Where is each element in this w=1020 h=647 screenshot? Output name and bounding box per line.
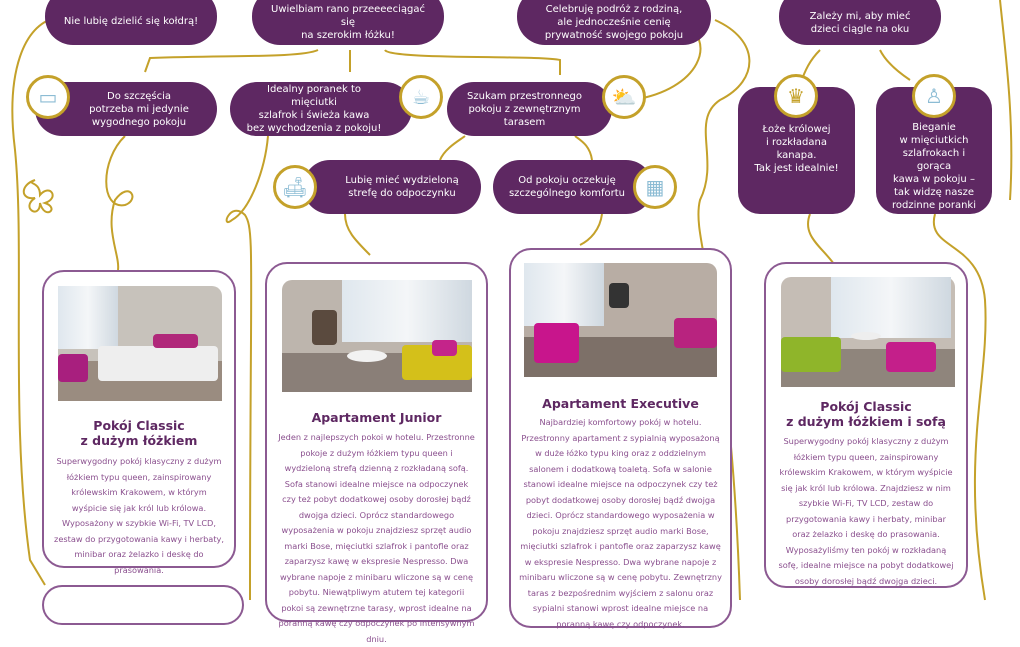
bedside-lamp-icon: ▭ [26, 75, 70, 119]
quiz-bubble: Idealny poranek to mięciutki szlafrok i świeża kawa bez wychodzenia z pokoju! [230, 82, 412, 136]
room-card-partial[interactable] [42, 585, 244, 625]
quiz-bubble: Nie lubię dzielić się kołdrą! [45, 0, 217, 45]
room-description: Jeden z najlepszych pokoi w hotelu. Przestronne pokoje z dużym łóżkiem typu queen i wydzieloną strefą dzienną z rozkładaną sofą. Sofa stanowi idealne miejsce na odpoczynek czy też pobyt dodatkowej osoby dorosłej bądź dwojga dzieci. Oprócz standardowego wyposażenia w pokoju znajdziesz sprzęt audio marki Bose, mięciutki szlafrok i pantofle oraz zaparzysz kawę w ekspresie Nespresso. Dwa wybrane napoje z minibaru wliczone są w cenę pobytu. Niewątpliwym atutem tej kategorii pokoi są zewnętrzne tarasy, wprost idealne na poranną kawę czy odpoczynek po intensywnym dniu. [278, 432, 475, 644]
bathrobe-icon: ♙ [912, 74, 956, 118]
crown-icon: ♛ [774, 74, 818, 118]
room-photo [58, 286, 222, 401]
room-title: Pokój Classic z dużym łóżkiem [80, 418, 198, 448]
quiz-bubble: Szukam przestronnego pokoju z zewnętrznym tarasem [447, 82, 612, 136]
sun-cloud-icon: ⛅ [602, 75, 646, 119]
room-description: Superwygodny pokój klasyczny z dużym łóżkiem typu queen, zainspirowany królewskim Krakowem, w którym wyśpicie się jak król lub królowa. Znajdziesz w nim szybkie Wi-Fi, TV LCD, zestaw do przygotowania kawy i herbaty, minibar oraz żelazko i deskę do prasowania. Wyposażyliśmy ten pokój w rozkładaną sofę, idealne miejsce na pobyt dodatkowej osoby dorosłej bądź dwojga dzieci. [778, 436, 954, 586]
quiz-bubble: Do szczęścia potrzeba mi jedynie wygodnego pokoju [35, 82, 217, 136]
coffee-cup-icon: ☕ [399, 75, 443, 119]
room-photo [524, 263, 717, 377]
quiz-bubble: Uwielbiam rano przeeeeciągać się na szerokim łóżku! [252, 0, 444, 45]
room-card-classic-sofa[interactable] [764, 262, 968, 588]
quiz-bubble: Łoże królowej i rozkładana kanapa. Tak jest idealnie! [738, 87, 855, 214]
room-photo [282, 280, 472, 392]
quiz-bubble: Zależy mi, aby mieć dzieci ciągle na oku [779, 0, 941, 45]
room-photo [781, 277, 955, 387]
quiz-bubble: Lubię mieć wydzieloną strefę do odpoczynku [303, 160, 481, 214]
room-description: Najbardziej komfortowy pokój w hotelu. Przestronny apartament z sypialnią wyposażoną w duże łóżko typu king oraz z oddzielnym salonem i dodatkową toaletą. Sofa w salonie stanowi idealne miejsce na odpoczynek czy też pobyt dodatkowej osoby dorosłej bądź dwojga dzieci. Oprócz standardowego wyposażenia w pokoju znajdziesz sprzęt audio marki Bose, mięciutki szlafrok i pantofle oraz zaparzysz kawę w ekspresie Nespresso. Dwa wybrane napoje z minibaru wliczone są w cenę pobytu. Zewnętrzny taras z bezpośrednim wyjściem z salonu oraz sypialni stanowi wprost idealne miejsce na poranną kawę czy odpoczynek. [519, 417, 722, 629]
room-title: Apartament Junior [311, 410, 442, 425]
room-card-junior[interactable] [265, 262, 488, 644]
quiz-bubble: Celebruję podróż z rodziną, ale jednocześnie cenię prywatność swojego pokoju [517, 0, 711, 45]
room-title: Apartament Executive [542, 396, 699, 411]
room-card-classic[interactable] [42, 270, 236, 575]
room-title: Pokój Classic z dużym łóżkiem i sofą [786, 399, 946, 429]
quiz-bubble: Od pokoju oczekuję szczególnego komfortu [493, 160, 653, 214]
room-description: Superwygodny pokój klasyczny z dużym łóżkiem typu queen, zainspirowany królewskim Krakowem, w którym wyśpicie się jak król lub królowa. Wyposażony w szybkie Wi-Fi, TV LCD, zestaw do przygotowania kawy i herbaty, minibar oraz żelazko i deskę do prasowania. [54, 456, 224, 575]
pillows-icon: ▦ [633, 165, 677, 209]
sofa-icon: 🛋 [273, 165, 317, 209]
quiz-bubble: Bieganie w mięciutkich szlafrokach i gorąca kawa w pokoju – tak widzę nasze rodzinne poranki [876, 87, 992, 214]
room-card-executive[interactable] [509, 248, 732, 628]
